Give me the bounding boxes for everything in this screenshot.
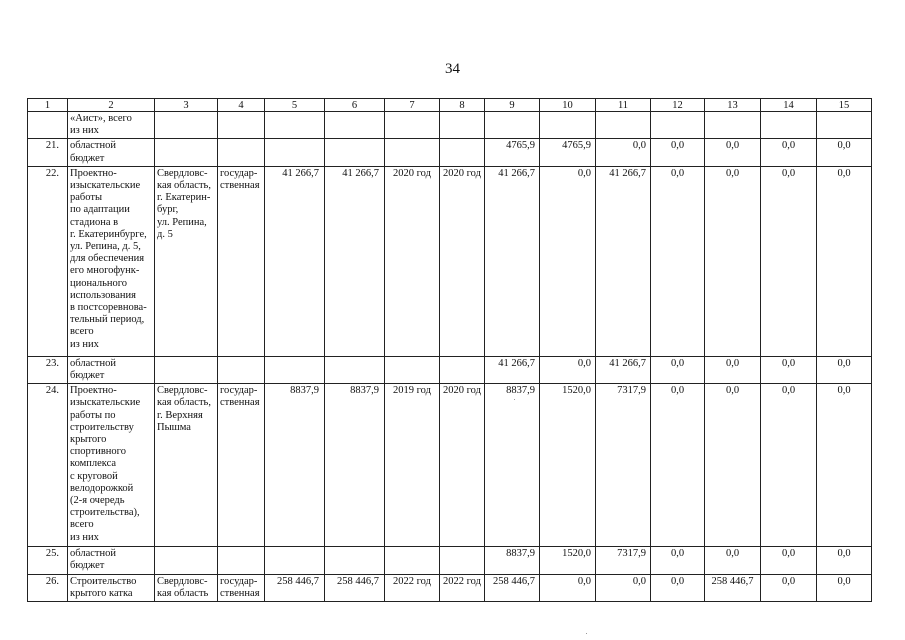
column-header: 5 xyxy=(265,99,325,112)
table-cell: 0,0 xyxy=(817,356,872,383)
table-cell: 8837,9 xyxy=(265,384,325,547)
table-cell xyxy=(28,112,68,139)
column-header: 2 xyxy=(68,99,155,112)
table-cell xyxy=(540,112,596,139)
column-header: 13 xyxy=(705,99,761,112)
table-cell: 258 446,7 xyxy=(705,574,761,601)
table-cell: 1520,0 xyxy=(540,547,596,574)
table-cell: 0,0 xyxy=(596,574,651,601)
table-cell xyxy=(817,112,872,139)
table-cell xyxy=(218,356,265,383)
table-cell: 0,0 xyxy=(817,384,872,547)
table-cell: 0,0 xyxy=(705,166,761,356)
column-header: 12 xyxy=(651,99,705,112)
table-cell: 0,0 xyxy=(651,547,705,574)
page-number: 34 xyxy=(445,61,460,77)
table-cell: 0,0 xyxy=(817,547,872,574)
table-cell xyxy=(265,356,325,383)
table-cell: областной бюджет xyxy=(68,139,155,166)
table-cell: 41 266,7 xyxy=(485,356,540,383)
table-cell: 258 446,7 xyxy=(325,574,385,601)
table-cell: 0,0 xyxy=(596,139,651,166)
column-header: 14 xyxy=(761,99,817,112)
table-row xyxy=(28,139,872,166)
table-cell: 0,0 xyxy=(540,574,596,601)
table-cell xyxy=(265,139,325,166)
column-header: 3 xyxy=(155,99,218,112)
table-cell: 0,0 xyxy=(761,139,817,166)
scan-speck xyxy=(586,633,587,634)
table-cell: 0,0 xyxy=(761,547,817,574)
column-header: 4 xyxy=(218,99,265,112)
table-cell xyxy=(325,112,385,139)
table-cell: государ- ственная xyxy=(218,384,265,547)
table-cell: 0,0 xyxy=(705,547,761,574)
table-cell: 7317,9 xyxy=(596,384,651,547)
table-cell: Проектно- изыскательские работы по строительству крытого спортивного комплекса с круговой велодорожкой (2-я очередь строительства), всего из них xyxy=(68,384,155,547)
table-cell xyxy=(385,356,440,383)
table-header-row xyxy=(28,99,872,112)
table-row xyxy=(28,547,872,574)
table-cell: 0,0 xyxy=(817,139,872,166)
column-header: 7 xyxy=(385,99,440,112)
table-cell: 0,0 xyxy=(651,139,705,166)
table-cell xyxy=(155,112,218,139)
table-cell: 0,0 xyxy=(817,166,872,356)
table-row xyxy=(28,384,872,547)
table-cell xyxy=(265,547,325,574)
table-cell: государ- ственная xyxy=(218,574,265,601)
column-header: 9 xyxy=(485,99,540,112)
table-cell xyxy=(385,112,440,139)
table-cell: 1520,0 xyxy=(540,384,596,547)
table-cell: 0,0 xyxy=(761,166,817,356)
table-cell: 8837,9 xyxy=(485,547,540,574)
table-row xyxy=(28,356,872,383)
table-cell xyxy=(325,547,385,574)
table-cell: 0,0 xyxy=(540,356,596,383)
table-cell xyxy=(385,547,440,574)
table-cell: 0,0 xyxy=(817,574,872,601)
table-cell: 0,0 xyxy=(705,384,761,547)
table-cell xyxy=(325,356,385,383)
table-cell: 0,0 xyxy=(651,166,705,356)
table-cell xyxy=(440,139,485,166)
table-cell: 0,0 xyxy=(651,574,705,601)
table-cell xyxy=(761,112,817,139)
table-cell: 26. xyxy=(28,574,68,601)
table-cell: 24. xyxy=(28,384,68,547)
table-cell: 41 266,7 xyxy=(596,356,651,383)
table-cell xyxy=(325,139,385,166)
table-cell: 41 266,7 xyxy=(325,166,385,356)
table-cell xyxy=(265,112,325,139)
table-cell: областной бюджет xyxy=(68,547,155,574)
table-cell: 2022 год xyxy=(440,574,485,601)
table-cell: 0,0 xyxy=(761,356,817,383)
table-cell xyxy=(440,356,485,383)
table-cell: 22. xyxy=(28,166,68,356)
table-cell xyxy=(440,112,485,139)
column-header: 6 xyxy=(325,99,385,112)
table-cell: Строительство крытого катка xyxy=(68,574,155,601)
table-cell: 2019 год xyxy=(385,384,440,547)
table-cell: Свердловс- кая область, г. Екатерин- бург, ул. Репина, д. 5 xyxy=(155,166,218,356)
table-cell xyxy=(155,547,218,574)
table-cell xyxy=(440,547,485,574)
table-cell: 8837,9 xyxy=(325,384,385,547)
column-header: 8 xyxy=(440,99,485,112)
table-cell: 258 446,7 xyxy=(485,574,540,601)
table-cell: 2020 год xyxy=(385,166,440,356)
table-cell: 0,0 xyxy=(651,384,705,547)
column-header: 11 xyxy=(596,99,651,112)
table-cell xyxy=(218,112,265,139)
table-cell: 2022 год xyxy=(385,574,440,601)
scan-speck xyxy=(514,399,515,400)
table-cell xyxy=(218,547,265,574)
table-row xyxy=(28,574,872,601)
table-cell: 25. xyxy=(28,547,68,574)
table-cell: 0,0 xyxy=(651,356,705,383)
table-cell xyxy=(596,112,651,139)
table-cell: 4765,9 xyxy=(485,139,540,166)
table-row xyxy=(28,166,872,356)
table-cell: Свердловс- кая область xyxy=(155,574,218,601)
table-cell xyxy=(155,139,218,166)
table-cell: 41 266,7 xyxy=(596,166,651,356)
table-row xyxy=(28,112,872,139)
column-header: 15 xyxy=(817,99,872,112)
table-cell: 2020 год xyxy=(440,384,485,547)
table-cell: «Аист», всего из них xyxy=(68,112,155,139)
column-header: 1 xyxy=(28,99,68,112)
table-cell: 0,0 xyxy=(761,384,817,547)
table-cell: 4765,9 xyxy=(540,139,596,166)
table-cell: Свердловс- кая область, г. Верхняя Пышма xyxy=(155,384,218,547)
table-cell: 23. xyxy=(28,356,68,383)
table-cell: областной бюджет xyxy=(68,356,155,383)
table-cell: 7317,9 xyxy=(596,547,651,574)
table-cell: 0,0 xyxy=(705,356,761,383)
table-cell: 2020 год xyxy=(440,166,485,356)
table-cell xyxy=(705,112,761,139)
table-cell: 258 446,7 xyxy=(265,574,325,601)
table-cell: 0,0 xyxy=(540,166,596,356)
budget-table xyxy=(27,98,872,602)
table-cell: Проектно- изыскательские работы по адаптации стадиона в г. Екатеринбурге, ул. Репина, д. 5, для обеспечения его многофунк- ционального использования в постсоревнова- тельный период, всего из них xyxy=(68,166,155,356)
table-cell: 41 266,7 xyxy=(265,166,325,356)
table-cell: 0,0 xyxy=(705,139,761,166)
table-cell: 21. xyxy=(28,139,68,166)
table-cell xyxy=(218,139,265,166)
table-cell: 41 266,7 xyxy=(485,166,540,356)
column-header: 10 xyxy=(540,99,596,112)
table-cell: 0,0 xyxy=(761,574,817,601)
table-cell xyxy=(385,139,440,166)
table-cell: государ- ственная xyxy=(218,166,265,356)
table-cell xyxy=(651,112,705,139)
table-cell xyxy=(485,112,540,139)
table-cell: 8837,9 xyxy=(485,384,540,547)
table-cell xyxy=(155,356,218,383)
